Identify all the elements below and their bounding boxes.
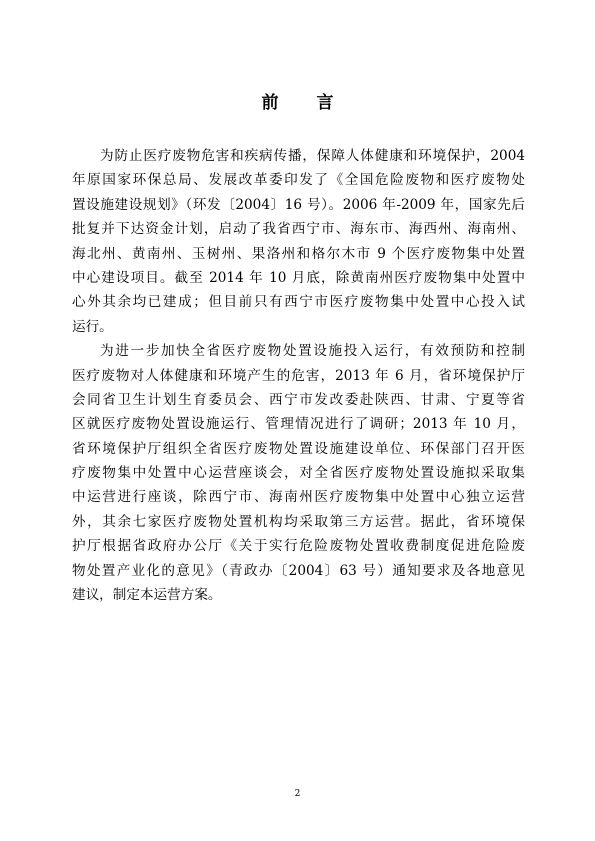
paragraph-line: 运行。 <box>72 318 113 335</box>
document-body <box>72 144 525 607</box>
paragraph-line: 海北州、黄南州、玉树州、果洛州和格尔木市 9 个医疗废物集中处置 <box>72 245 525 262</box>
paragraph-line: 建议，制定本运营方案。 <box>72 587 222 604</box>
paragraph-line: 为进一步加快全省医疗废物处置设施投入运行，有效预防和控制 <box>100 343 525 360</box>
paragraph-2 <box>72 339 525 607</box>
paragraph-line: 外，其余七家医疗废物处置机构均采取第三方运营。据此，省环境保 <box>72 513 525 530</box>
page-title: 前 言 <box>261 93 350 113</box>
paragraph-line: 心外其余均已建成；但目前只有西宁市医疗废物集中处置中心投入试 <box>72 294 525 311</box>
paragraph-line: 护厅根据省政府办公厅《关于实行危险废物处置收费制度促进危险废 <box>72 538 525 555</box>
paragraph-line: 中心建设项目。截至 2014 年 10 月底，除黄南州医疗废物集中处置中 <box>72 269 525 286</box>
paragraph-line: 区就医疗废物处置设施运行、管理情况进行了调研；2013 年 10 月， <box>72 416 525 433</box>
paragraph-line: 年原国家环保总局、发展改革委印发了《全国危险废物和医疗废物处 <box>72 172 525 189</box>
paragraph-line: 物处置产业化的意见》（青政办〔2004〕63 号）通知要求及各地意见 <box>72 562 525 579</box>
paragraph-1 <box>72 144 525 339</box>
paragraph-line: 疗废物集中处置中心运营座谈会，对全省医疗废物处置设施拟采取集 <box>72 465 525 482</box>
paragraph-line: 为防止医疗废物危害和疾病传播，保障人体健康和环境保护，2004 <box>100 148 525 164</box>
paragraph-line: 批复并下达资金计划，启动了我省西宁市、海东市、海西州、海南州、 <box>72 221 525 238</box>
paragraph-line: 医疗废物对人体健康和环境产生的危害，2013 年 6 月，省环境保护厅 <box>72 367 525 384</box>
page-number: 2 <box>294 789 301 799</box>
paragraph-line: 中运营进行座谈，除西宁市、海南州医疗废物集中处置中心独立运营 <box>72 489 525 506</box>
paragraph-line: 会同省卫生计划生育委员会、西宁市发改委赴陕西、甘肃、宁夏等省 <box>72 391 525 408</box>
paragraph-line: 省环境保护厅组织全省医疗废物处置设施建设单位、环保部门召开医 <box>72 440 525 457</box>
paragraph-line: 置设施建设规划》（环发〔2004〕16 号）。2006 年-2009 年，国家先后 <box>72 196 525 213</box>
